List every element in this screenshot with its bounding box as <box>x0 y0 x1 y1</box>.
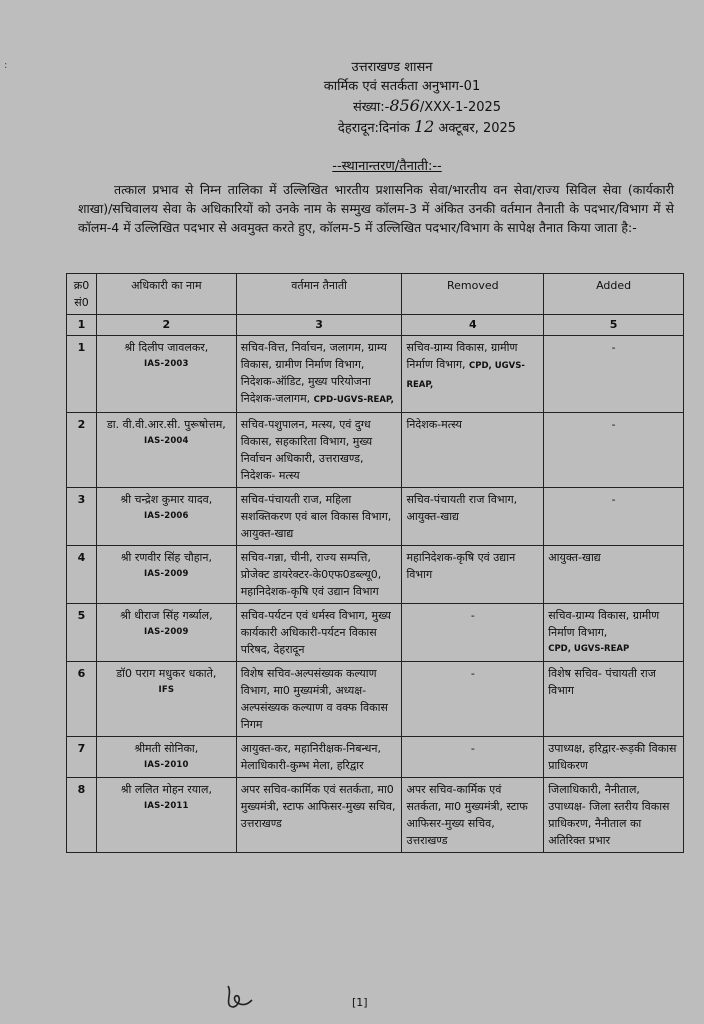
officer-name-cell <box>96 413 236 488</box>
current-posting-cell <box>236 488 402 546</box>
officer-name-cell <box>96 604 236 662</box>
removed-cell <box>402 488 544 546</box>
header-removed: Removed <box>402 274 544 315</box>
officer-name: श्री ललित मोहन रयाल, <box>120 783 212 796</box>
table-row <box>67 336 684 413</box>
officer-service: IAS-2003 <box>144 359 189 369</box>
row-serial: 8 <box>67 778 97 853</box>
removed-cell <box>402 546 544 604</box>
order-handwritten-number: 856 <box>389 96 420 115</box>
current-posting-cell <box>236 604 402 662</box>
officer-service: IAS-2011 <box>144 801 189 811</box>
subject-line: --स्थानान्तरण/तैनाती:-- <box>332 159 442 174</box>
current-posting: अपर सचिव-कार्मिक एवं सतर्कता, मा0 मुख्यमंत्री, स्टाफ आफिसर-मुख्य सचिव, उत्तराखण्ड <box>240 783 396 830</box>
current-posting-tag: CPD-UGVS-REAP, <box>313 395 394 405</box>
removed-cell <box>402 336 544 413</box>
current-posting: सचिव-गन्ना, चीनी, राज्य सम्पत्ति, प्रोजेक्ट डायरेक्टर-के0एफ0डब्ल्यू0, महानिदेशक-कृषि एवं उद्यान विभाग <box>240 551 382 598</box>
added-cell <box>544 546 684 604</box>
column-number-row <box>67 315 684 336</box>
officer-name: श्रीमती सोनिका, <box>134 742 199 755</box>
officer-service: IFS <box>158 685 175 695</box>
order-paragraph: तत्काल प्रभाव से निम्न तालिका में उल्लिखित भारतीय प्रशासनिक सेवा/भारतीय वन सेवा/राज्य सिविल सेवा (कार्यकारी शाखा)/सचिवालय सेवा के अधिकारियों को उनके नाम के सम्मुख कॉलम-3 में अंकित उनकी वर्तमान तैनाती के पदभार/विभाग में से कॉलम-4 में उल्लिखित पदभार से अवमुक्त करते हुए, कॉलम-5 में उल्लिखित पदभार/विभाग के सापेक्ष तैनात किया जाता है:- <box>78 182 674 235</box>
date-prefix: देहरादून:दिनांक <box>337 121 410 136</box>
current-posting-cell <box>236 413 402 488</box>
column-number: 1 <box>67 315 97 336</box>
row-serial: 3 <box>67 488 97 546</box>
table-row <box>67 662 684 737</box>
added-posting: विशेष सचिव- पंचायती राज विभाग <box>548 667 656 697</box>
officer-name: श्री रणवीर सिंह चौहान, <box>120 551 212 564</box>
column-number: 2 <box>96 315 236 336</box>
table-row <box>67 604 684 662</box>
officer-name-cell <box>96 662 236 737</box>
officer-name: श्री धीराज सिंह गर्ब्याल, <box>120 609 213 622</box>
current-posting: सचिव-वित्त, निर्वाचन, जलागम, ग्राम्य विकास, ग्रामीण निर्माण विभाग, निदेशक-ऑडिट, मुख्य परियोजना निदेशक-जलागम, <box>240 341 387 405</box>
current-posting-cell <box>236 546 402 604</box>
added-cell <box>544 413 684 488</box>
current-posting: सचिव-पर्यटन एवं धर्मस्व विभाग, मुख्य कार्यकारी अधिकारी-पर्यटन विकास परिषद, देहरादून <box>240 609 391 656</box>
officer-service: IAS-2009 <box>144 569 189 579</box>
current-posting: आयुक्त-कर, महानिरीक्षक-निबन्धन, मेलाधिकारी-कुम्भ मेला, हरिद्वार <box>240 742 381 772</box>
table-body <box>67 336 684 853</box>
order-suffix: /XXX-1-2025 <box>419 100 502 115</box>
header-serial: क्र0 सं0 <box>67 274 97 315</box>
officer-name-cell <box>96 488 236 546</box>
margin-mark: : <box>4 60 8 71</box>
table-row <box>67 413 684 488</box>
row-serial: 7 <box>67 737 97 778</box>
column-number: 3 <box>236 315 402 336</box>
current-posting-cell <box>236 662 402 737</box>
removed-posting: - <box>470 667 475 680</box>
table-row <box>67 778 684 853</box>
table-header-row <box>67 274 684 315</box>
officer-service: IAS-2006 <box>144 511 189 521</box>
removed-posting-tag: CPD, UGVS-REAP, <box>406 361 525 390</box>
officer-name: डा. वी.वी.आर.सी. पुरूषोत्तम, <box>106 418 226 431</box>
officer-name-cell <box>96 546 236 604</box>
signature-mark <box>222 982 256 1012</box>
table-row <box>67 546 684 604</box>
row-serial: 2 <box>67 413 97 488</box>
added-posting: आयुक्त-खाद्य <box>548 551 601 564</box>
added-posting: - <box>611 418 616 431</box>
header-added: Added <box>544 274 684 315</box>
removed-cell <box>402 662 544 737</box>
removed-posting: सचिव-ग्राम्य विकास, ग्रामीण निर्माण विभाग, <box>406 341 518 371</box>
officer-service: IAS-2004 <box>144 436 189 446</box>
added-cell <box>544 778 684 853</box>
officer-name: डॉ0 पराग मधुकर धकाते, <box>116 667 217 680</box>
officer-service: IAS-2010 <box>144 760 189 770</box>
document-header <box>0 58 704 138</box>
row-serial: 4 <box>67 546 97 604</box>
current-posting-cell <box>236 778 402 853</box>
removed-posting: अपर सचिव-कार्मिक एवं सतर्कता, मा0 मुख्यमंत्री, स्टाफ आफिसर-मुख्य सचिव, उत्तराखण्ड <box>406 783 528 847</box>
order-number <box>0 96 704 117</box>
column-number: 4 <box>402 315 544 336</box>
added-posting: - <box>611 493 616 506</box>
removed-cell <box>402 604 544 662</box>
order-prefix: संख्या:- <box>352 100 390 115</box>
officer-name-cell <box>96 737 236 778</box>
initials-signature <box>222 982 256 1019</box>
current-posting: सचिव-पंचायती राज, महिला सशक्तिकरण एवं बाल विकास विभाग, आयुक्त-खाद्य <box>240 493 392 540</box>
added-posting-tag: CPD, UGVS-REAP <box>548 644 630 654</box>
date-suffix: अक्टूबर, 2025 <box>438 121 517 136</box>
added-cell <box>544 737 684 778</box>
officer-name: श्री चन्द्रेश कुमार यादव, <box>120 493 213 506</box>
removed-posting: - <box>470 742 475 755</box>
order-date <box>0 117 704 138</box>
officer-name-cell <box>96 778 236 853</box>
added-posting: - <box>611 341 616 354</box>
government-name: उत्तराखण्ड शासन <box>351 60 433 75</box>
officer-name-cell <box>96 336 236 413</box>
current-posting-cell <box>236 737 402 778</box>
officer-name: श्री दिलीप जावलकर, <box>124 341 209 354</box>
removed-posting: निदेशक-मत्स्य <box>406 418 462 431</box>
row-serial: 5 <box>67 604 97 662</box>
table-row <box>67 488 684 546</box>
added-cell <box>544 488 684 546</box>
header-officer-name: अधिकारी का नाम <box>96 274 236 315</box>
row-serial: 6 <box>67 662 97 737</box>
removed-cell <box>402 737 544 778</box>
added-cell <box>544 604 684 662</box>
current-posting: विशेष सचिव-अल्पसंख्यक कल्याण विभाग, मा0 मुख्यमंत्री, अध्यक्ष- अल्पसंख्यक कल्याण व वक्फ विकास निगम <box>240 667 388 731</box>
transfer-table <box>66 273 684 853</box>
added-cell <box>544 662 684 737</box>
added-posting: सचिव-ग्राम्य विकास, ग्रामीण निर्माण विभाग, <box>548 609 660 639</box>
current-posting: सचिव-पशुपालन, मत्स्य, एवं दुग्ध विकास, सहकारिता विभाग, मुख्य निर्वाचन अधिकारी, उत्तराखण्ड, निदेशक- मत्स्य <box>240 418 373 482</box>
date-handwritten-day: 12 <box>413 117 435 136</box>
column-number: 5 <box>544 315 684 336</box>
header-current-posting: वर्तमान तैनाती <box>236 274 402 315</box>
removed-cell <box>402 413 544 488</box>
table-row <box>67 737 684 778</box>
added-cell <box>544 336 684 413</box>
removed-cell <box>402 778 544 853</box>
officer-service: IAS-2009 <box>144 627 189 637</box>
added-posting: उपाध्यक्ष, हरिद्वार-रूड़की विकास प्राधिकरण <box>548 742 677 772</box>
added-posting: जिलाधिकारी, नैनीताल, उपाध्यक्ष- जिला स्तरीय विकास प्राधिकरण, नैनीताल का अतिरिक्त प्रभार <box>548 783 670 847</box>
page-number: [1] <box>352 996 368 1009</box>
removed-posting: सचिव-पंचायती राज विभाग, आयुक्त-खाद्य <box>406 493 518 523</box>
row-serial: 1 <box>67 336 97 413</box>
department-name: कार्मिक एवं सतर्कता अनुभाग-01 <box>323 79 481 94</box>
current-posting-cell <box>236 336 402 413</box>
removed-posting: - <box>470 609 475 622</box>
removed-posting: महानिदेशक-कृषि एवं उद्यान विभाग <box>406 551 516 581</box>
